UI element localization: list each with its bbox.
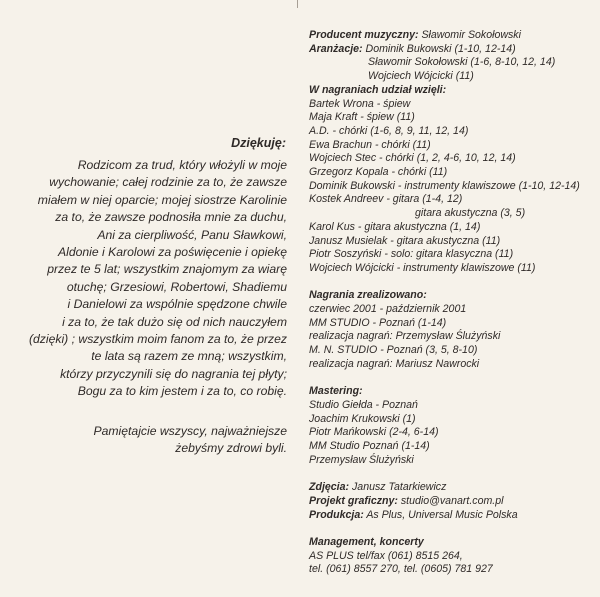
recorded-item: M. N. STUDIO - Poznań (3, 5, 8-10) (309, 344, 478, 357)
thanks-body (0, 157, 287, 401)
participant-item: Wojciech Wójcicki - instrumenty klawiszowe (11) (309, 261, 536, 274)
participant-item: Ewa Brachun - chórki (11) (309, 138, 431, 151)
recorded-item: MM STUDIO - Poznań (1-14) (309, 316, 447, 329)
participant-item: gitara akustyczna (3, 5) (415, 207, 526, 220)
thanks-line: i za to, że tak dużo się od nich nauczyłem (62, 314, 287, 329)
mastering-label: Mastering: (309, 385, 363, 398)
production-label: Produkcja: (309, 508, 364, 521)
thanks-line: te lata są razem ze mną; wszystkim, (91, 349, 287, 364)
management-item: tel. (061) 8557 270, tel. (0605) 781 927 (309, 563, 493, 576)
graphic-row (309, 495, 599, 509)
participants-label: W nagraniach udział wzięli: (309, 83, 447, 96)
thanks-line: wychowanie; całej rodzinie za to, że zawsze (49, 175, 287, 190)
participant-item: Kostek Andreev - gitara (1-4, 12) (309, 193, 463, 206)
participant-item: Karol Kus - gitara akustyczna (1, 14) (309, 220, 481, 233)
graphic-value: studio@vanart.com.pl (400, 494, 504, 507)
arrangements-row (309, 43, 599, 57)
participant-item: Grzegorz Kopala - chórki (11) (309, 166, 448, 179)
fold-mark (297, 0, 298, 8)
arrangements-item: Dominik Bukowski (1-10, 12-14) (365, 42, 516, 55)
thanks-line: Ani za cierpliwość, Panu Sławkowi, (97, 227, 287, 242)
production-row (309, 509, 599, 523)
thanks-line: Bogu za to kim jestem i za to, co robię. (77, 384, 287, 399)
producer-row (309, 29, 599, 43)
credits-section (309, 29, 599, 577)
mastering-item: Piotr Mańkowski (2-4, 6-14) (309, 426, 439, 439)
closing-line: żebyśmy zdrowi byli. (175, 441, 287, 456)
participant-item: Wojciech Stec - chórki (1, 2, 4-6, 10, 12, 14) (309, 152, 516, 165)
thanks-line: przez te 5 lat; wszystkim znajomym za wiarę (47, 262, 287, 277)
mastering-item: Przemysław Ślużyński (309, 453, 414, 466)
recorded-item: realizacja nagrań: Przemysław Ślużyński (309, 330, 501, 343)
participant-item: Bartek Wrona - śpiew (309, 97, 411, 110)
management-item: AS PLUS tel/fax (061) 8515 264, (309, 549, 463, 562)
thanks-line: otuchę; Grzesiowi, Robertowi, Shadiemu (66, 279, 287, 294)
recorded-label: Nagrania zrealizowano: (309, 289, 427, 302)
arrangements-item: Sławomir Sokołowski (1-6, 8-10, 12, 14) (368, 56, 556, 69)
thanks-line: miałem w niej oparcie; mojej siostrze Karolinie (37, 192, 287, 207)
producer-value: Sławomir Sokołowski (421, 29, 521, 41)
participant-item: Janusz Musielak - gitara akustyczna (11) (309, 234, 501, 247)
photos-value: Janusz Tatarkiewicz (352, 481, 447, 494)
arrangements-label: Aranżacje: (309, 42, 363, 55)
thanks-line: (dzięki) ; wszystkim moim fanom za to, że przez (28, 332, 287, 347)
participant-item: Piotr Soszyński - solo: gitara klasyczna (11) (309, 248, 514, 261)
thanks-line: Rodzicom za trud, który włożyli w moje (77, 158, 287, 172)
thanks-line: za to, że zawsze podnosiła mnie za duchu, (55, 210, 287, 225)
thanks-closing (0, 423, 287, 458)
participant-item: Dominik Bukowski - instrumenty klawiszowe (1-10, 12-14) (309, 179, 580, 192)
management-label: Management, koncerty (309, 535, 424, 548)
producer-label: Producent muzyczny: (309, 29, 419, 41)
production-value: As Plus, Universal Music Polska (366, 508, 518, 521)
mastering-item: Studio Giełda - Poznań (309, 398, 418, 411)
mastering-item: MM Studio Poznań (1-14) (309, 440, 430, 453)
photos-row (309, 481, 599, 495)
recorded-item: czerwiec 2001 - październik 2001 (309, 303, 467, 316)
thanks-line: Aldonie i Karolowi za poświęcenie i opiekę (58, 245, 287, 260)
participant-item: A.D. - chórki (1-6, 8, 9, 11, 12, 14) (309, 124, 469, 137)
recorded-item: realizacja nagrań: Mariusz Nawrocki (309, 357, 480, 370)
thanks-section (0, 136, 287, 458)
arrangements-item: Wojciech Wójcicki (11) (368, 70, 474, 83)
thanks-line: którzy przyczynili się do nagrania tej płyty; (60, 366, 287, 381)
thanks-line: i Danielowi za wspólnie spędzone chwile (67, 297, 287, 312)
participant-item: Maja Kraft - śpiew (11) (309, 111, 415, 124)
graphic-label: Projekt graficzny: (309, 494, 398, 507)
thanks-title: Dziękuję: (231, 136, 286, 150)
closing-line: Pamiętajcie wszyscy, najważniejsze (93, 423, 287, 438)
photos-label: Zdjęcia: (309, 481, 350, 494)
mastering-item: Joachim Krukowski (1) (309, 412, 416, 425)
